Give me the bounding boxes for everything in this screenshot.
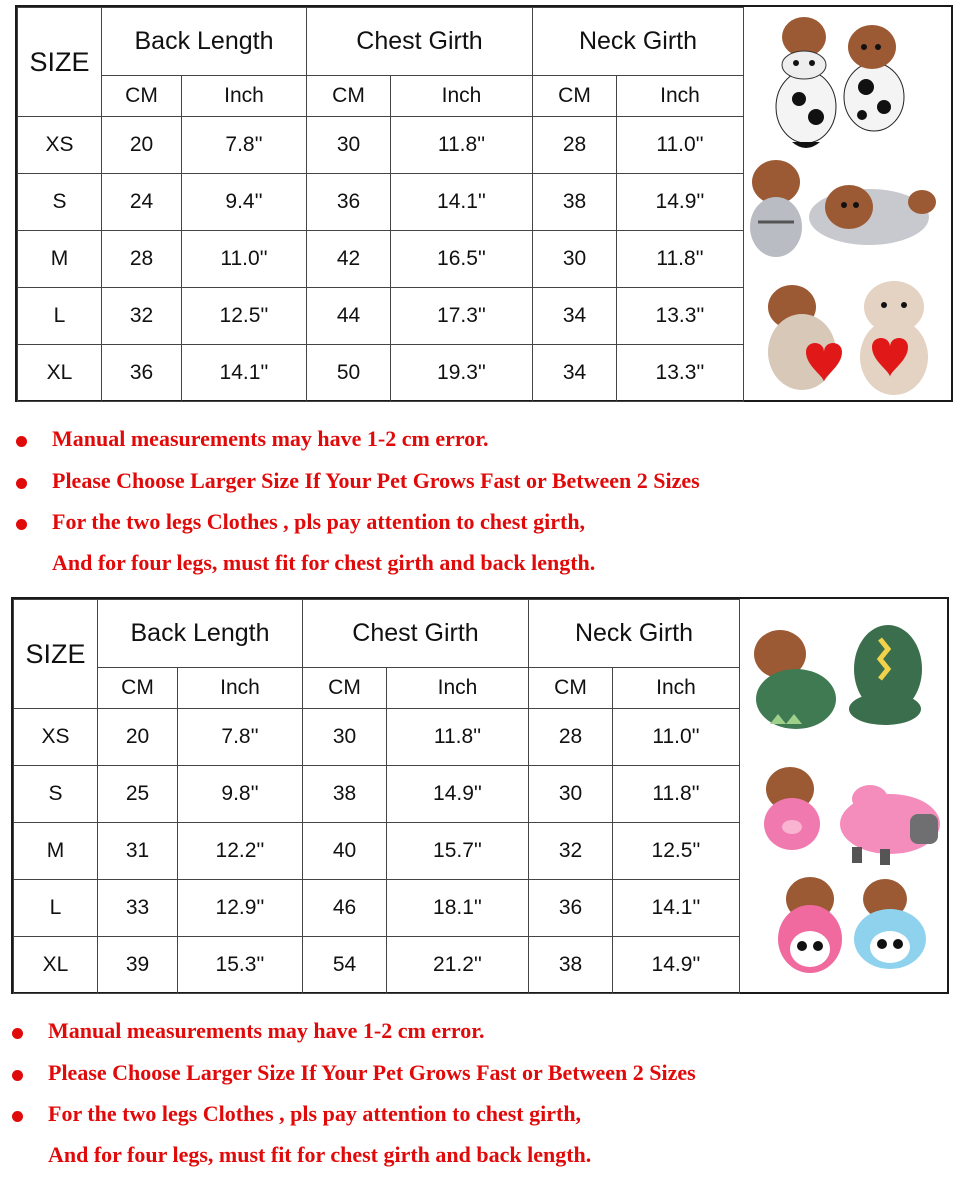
table-row (14, 937, 740, 994)
back-length-inch-cell: 12.5'' (182, 288, 307, 345)
unit-header: Inch (182, 76, 307, 117)
size-cell: M (14, 823, 98, 880)
back-length-header: Back Length (102, 8, 307, 76)
back-length-inch-cell: 11.0'' (182, 231, 307, 288)
back-length-cm-cell: 33 (98, 880, 178, 937)
unit-header: Inch (387, 668, 529, 709)
size-cell: L (14, 880, 98, 937)
chest-girth-cm-cell: 50 (307, 345, 391, 402)
size-header: SIZE (14, 600, 98, 709)
chest-girth-cm-cell: 42 (307, 231, 391, 288)
totoro-costume-dog-icon (750, 160, 936, 257)
bullet-icon (16, 436, 27, 447)
back-length-inch-cell: 12.9'' (178, 880, 303, 937)
unit-header: Inch (178, 668, 303, 709)
unit-header: CM (533, 76, 617, 117)
neck-girth-inch-cell: 14.9'' (617, 174, 744, 231)
table-row (14, 880, 740, 937)
neck-girth-cm-cell: 30 (533, 231, 617, 288)
costume-photos-2 (739, 599, 947, 992)
back-length-cm-cell: 28 (102, 231, 182, 288)
pig-costume-dog-icon (764, 767, 940, 865)
back-length-inch-cell: 7.8'' (182, 117, 307, 174)
table-row (18, 288, 744, 345)
chest-girth-cm-cell: 44 (307, 288, 391, 345)
chest-girth-inch-cell: 18.1'' (387, 880, 529, 937)
dinosaur-costume-dog-icon (754, 625, 922, 729)
back-length-inch-cell: 14.1'' (182, 345, 307, 402)
neck-girth-cm-cell: 38 (529, 937, 613, 994)
neck-girth-inch-cell: 13.3'' (617, 345, 744, 402)
neck-girth-cm-cell: 32 (529, 823, 613, 880)
bullet-icon (12, 1028, 23, 1039)
unit-header: CM (307, 76, 391, 117)
chest-girth-inch-cell: 11.8'' (391, 117, 533, 174)
unit-header: Inch (613, 668, 740, 709)
back-length-cm-cell: 32 (102, 288, 182, 345)
size-cell: XL (18, 345, 102, 402)
size-chart-1 (15, 5, 953, 402)
back-length-inch-cell: 12.2'' (178, 823, 303, 880)
chest-girth-inch-cell: 19.3'' (391, 345, 533, 402)
unit-header: Inch (391, 76, 533, 117)
costume-photos-2-svg (740, 599, 947, 992)
chest-girth-inch-cell: 14.9'' (387, 766, 529, 823)
table-row (14, 823, 740, 880)
back-length-cm-cell: 39 (98, 937, 178, 994)
neck-girth-inch-cell: 11.0'' (617, 117, 744, 174)
unit-header: CM (303, 668, 387, 709)
unit-header: Inch (617, 76, 744, 117)
bullet-icon (16, 519, 27, 530)
neck-girth-cm-cell: 28 (529, 709, 613, 766)
neck-girth-cm-cell: 38 (533, 174, 617, 231)
bullet-icon (16, 478, 27, 489)
size-header: SIZE (18, 8, 102, 117)
back-length-inch-cell: 15.3'' (178, 937, 303, 994)
chest-girth-cm-cell: 38 (303, 766, 387, 823)
table-row (18, 117, 744, 174)
chest-girth-inch-cell: 15.7'' (387, 823, 529, 880)
size-cell: M (18, 231, 102, 288)
bullet-icon (12, 1070, 23, 1081)
neck-girth-header: Neck Girth (529, 600, 740, 668)
table-row (14, 709, 740, 766)
chest-girth-cm-cell: 40 (303, 823, 387, 880)
back-length-cm-cell: 31 (98, 823, 178, 880)
neck-girth-cm-cell: 36 (529, 880, 613, 937)
table-row (18, 231, 744, 288)
costume-photos-1 (743, 7, 951, 400)
neck-girth-cm-cell: 34 (533, 288, 617, 345)
unit-header: CM (98, 668, 178, 709)
back-length-inch-cell: 9.8'' (178, 766, 303, 823)
table-row (14, 766, 740, 823)
size-cell: S (18, 174, 102, 231)
panda-costume-dog-icon (778, 877, 926, 973)
chest-girth-header: Chest Girth (303, 600, 529, 668)
size-cell: L (18, 288, 102, 345)
table-row (18, 174, 744, 231)
bullet-icon (12, 1111, 23, 1122)
back-length-inch-cell: 7.8'' (178, 709, 303, 766)
neck-girth-inch-cell: 14.9'' (613, 937, 740, 994)
unit-header: CM (102, 76, 182, 117)
chest-girth-cm-cell: 54 (303, 937, 387, 994)
chest-girth-cm-cell: 36 (307, 174, 391, 231)
chest-girth-inch-cell: 16.5'' (391, 231, 533, 288)
size-cell: S (14, 766, 98, 823)
size-table-1 (17, 7, 744, 402)
neck-girth-cm-cell: 28 (533, 117, 617, 174)
size-cell: XS (14, 709, 98, 766)
chest-girth-inch-cell: 14.1'' (391, 174, 533, 231)
neck-girth-inch-cell: 14.1'' (613, 880, 740, 937)
neck-girth-cm-cell: 30 (529, 766, 613, 823)
neck-girth-inch-cell: 13.3'' (617, 288, 744, 345)
chest-girth-cm-cell: 30 (307, 117, 391, 174)
chest-girth-cm-cell: 46 (303, 880, 387, 937)
unit-header: CM (529, 668, 613, 709)
size-chart-2 (11, 597, 949, 994)
neck-girth-inch-cell: 12.5'' (613, 823, 740, 880)
neck-girth-header: Neck Girth (533, 8, 744, 76)
costume-photos-1-svg (744, 7, 951, 400)
back-length-cm-cell: 20 (102, 117, 182, 174)
chest-girth-header: Chest Girth (307, 8, 533, 76)
chest-girth-inch-cell: 21.2'' (387, 937, 529, 994)
neck-girth-inch-cell: 11.0'' (613, 709, 740, 766)
back-length-inch-cell: 9.4'' (182, 174, 307, 231)
neck-girth-cm-cell: 34 (533, 345, 617, 402)
neck-girth-inch-cell: 11.8'' (617, 231, 744, 288)
chest-girth-inch-cell: 11.8'' (387, 709, 529, 766)
table-row (18, 345, 744, 402)
back-length-cm-cell: 20 (98, 709, 178, 766)
back-length-cm-cell: 24 (102, 174, 182, 231)
cow-costume-dog-icon (776, 17, 904, 148)
neck-girth-inch-cell: 11.8'' (613, 766, 740, 823)
back-length-cm-cell: 25 (98, 766, 178, 823)
back-length-cm-cell: 36 (102, 345, 182, 402)
size-table-2 (13, 599, 740, 994)
back-length-header: Back Length (98, 600, 303, 668)
size-cell: XS (18, 117, 102, 174)
size-cell: XL (14, 937, 98, 994)
teddy-heart-costume-dog-icon (768, 281, 928, 395)
chest-girth-cm-cell: 30 (303, 709, 387, 766)
chest-girth-inch-cell: 17.3'' (391, 288, 533, 345)
